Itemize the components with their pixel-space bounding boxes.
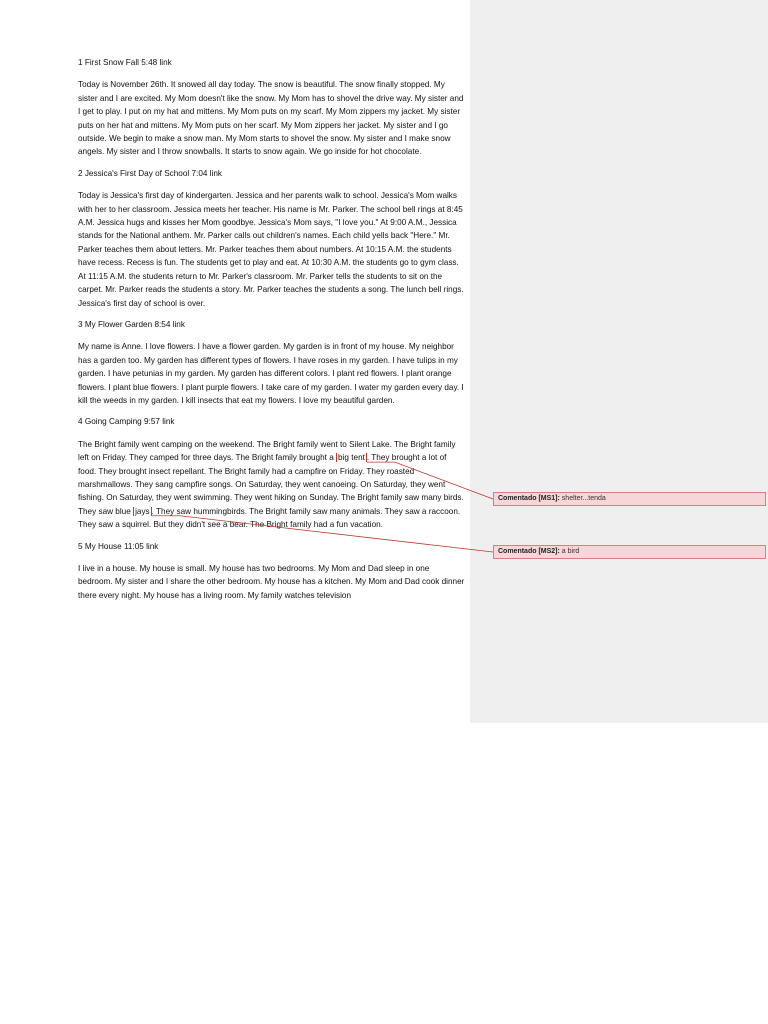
comment-balloon-2[interactable] xyxy=(493,545,766,559)
section-body-2: Today is Jessica's first day of kindergarten. Jessica and her parents walk to school. Jessica's Mom walks with her to her classroom. Jessica meets her teacher. His name is Mr. Parker. The school bell rings at 8:45 A.M. Jessica hugs and kisses her Mom goodbye. Jessica's Mom says, "I love you." At 9:00 A.M., Jessica stands for the National anthem. Mr. Parker calls out children's names. Each child yells back "Here." Mr. Parker teaches them about letters. Mr. Parker teaches them about numbers. At 10:15 A.M. the students have recess. Recess is fun. The students get to play and eat. At 10:30 A.M. the students go to gym class. At 11:15 A.M. the students return to Mr. Parker's classroom. Mr. Parker tells the students to sit on the carpet. Mr. Parker reads the students a story. Mr. Parker teaches the students a song. The lunch bell rings. Jessica's first day of school is over. xyxy=(78,191,464,308)
comment-connector-2 xyxy=(152,516,493,552)
body-text: The Bright family went camping on the weekend. The Bright family went to Silent Lake. The Bright family left on Friday. They camped for three days. The Bright family brought a xyxy=(78,439,456,463)
body-text: . They brought a lot of food. They brought insect repellant. The Bright family had a campfire on Friday. They roasted marshmallows. They sang campfire songs. On Saturday, they went canoeing. On Saturday, they went fishing. On Saturday, they went swimming. They went hiking on Sunday. The Bright family saw many birds. They saw blue xyxy=(78,453,464,516)
comment-balloon-1[interactable] xyxy=(493,492,766,506)
comment-text: a bird xyxy=(561,548,580,555)
section-heading-1: 1 First Snow Fall 5:48 link xyxy=(78,58,172,67)
section-heading-3: 3 My Flower Garden 8:54 link xyxy=(78,319,185,329)
section-body-1: Today is November 26th. It snowed all day today. The snow is beautiful. The snow finally stopped. My sister and I are excited. My Mom doesn't like the snow. My Mom has to shovel the drive way. My sister and I get to play. I put on my hat and mittens. My Mom puts on my scarf. My Mom zippers my jacket. My sister puts on her hat and mittens. My Mom puts on her scarf. My Mom zippers her jacket. My sister and I go outside. We begin to make a snow man. My Mom starts to shovel the snow. My sister and I make snow angels. My sister and I throw snowballs. It starts to snow again. We go inside for hot chocolate. xyxy=(78,80,464,157)
body-text: . They saw hummingbirds. The Bright family saw many animals. They saw a raccoon. They saw a squirrel. But they didn't see a bear. The Bright family had a fun vacation. xyxy=(78,506,461,530)
comment-anchor-1[interactable]: big tent xyxy=(338,453,365,463)
comment-anchor-2[interactable]: jays xyxy=(135,506,150,516)
comment-connector-1 xyxy=(367,462,493,499)
comment-author: Comentado [MS2]: xyxy=(498,548,560,555)
section-body-3: My name is Anne. I love flowers. I have a flower garden. My garden is in front of my house. My neighbor has a garden too. My garden has different types of flowers. I have roses in my garden. I have tulips in my garden. I have petunias in my garden. My garden has different colors. I plant red flowers. I plant orange flowers. I plant blue flowers. I plant purple flowers. I take care of my garden. I water my garden every day. I kill the weeds in my garden. I kill insects that eat my flowers. I love my beautiful garden. xyxy=(78,342,464,405)
section-body-5: I live in a house. My house is small. My house has two bedrooms. My Mom and Dad sleep in one bedroom. My sister and I share the other bedroom. My house has a kitchen. My Mom and Dad cook dinner there every night. My house has a living room. My family watches television xyxy=(78,564,465,600)
section-heading-4: 4 Going Camping 9:57 link xyxy=(78,417,175,427)
comment-text: shelter...tenda xyxy=(561,495,606,502)
section-heading-5: 5 My House 11:05 link xyxy=(78,541,159,551)
section-heading-2: 2 Jessica's First Day of School 7:04 link xyxy=(78,168,222,178)
comment-author: Comentado [MS1]: xyxy=(498,495,560,502)
